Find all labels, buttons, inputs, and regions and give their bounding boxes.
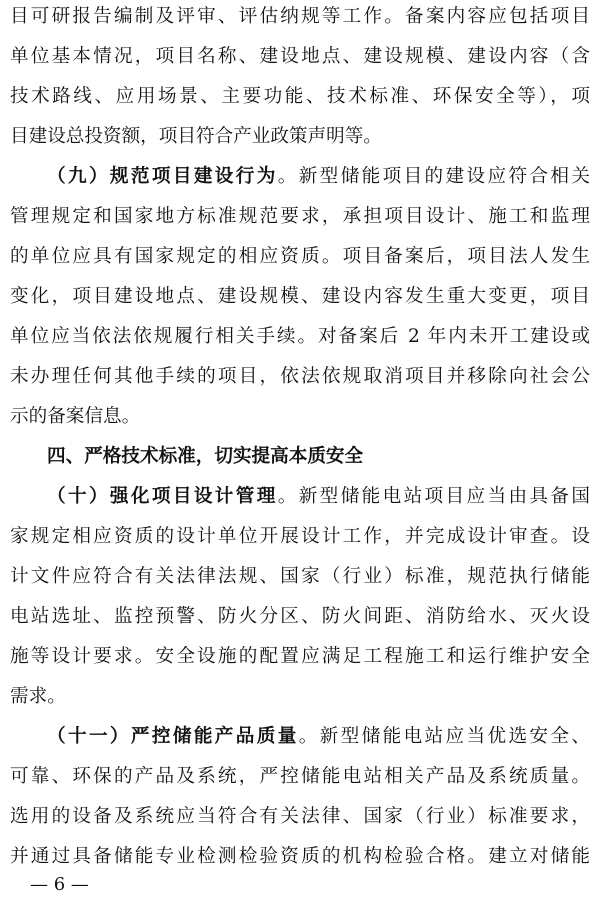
paragraph-line: 施等设计要求。安全设施的配置应满足工程施工和运行维护安全	[10, 646, 590, 667]
paragraph-line: 技术路线、应用场景、主要功能、技术标准、环保安全等），项	[10, 86, 590, 107]
paragraph-line: 可靠、环保的产品及系统，严控储能电站相关产品及系统质量。	[10, 766, 590, 787]
item-11-first-line	[47, 722, 590, 752]
paragraph-line: 目建设总投资额，项目符合产业政策声明等。	[10, 126, 382, 147]
paragraph-line: 示的备案信息。	[10, 406, 141, 427]
paragraph-line: 并通过具备储能专业检测检验资质的机构检验合格。建立对储能	[10, 846, 590, 867]
item-9-first-line-text: 。新型储能项目的建设应符合相关	[277, 166, 590, 187]
paragraph-line: 管理规定和国家地方标准规范要求，承担项目设计、施工和监理	[10, 206, 590, 227]
paragraph-line: 单位应当依法依规履行相关手续。对备案后 2 年内未开工建设或	[10, 326, 590, 347]
section-heading: 四、严格技术标准，切实提高本质安全	[47, 446, 364, 467]
paragraph-line: 未办理任何其他手续的项目，依法依规取消项目并移除向社会公	[10, 366, 590, 387]
paragraph-line: 电站选址、监控预警、防火分区、防火间距、消防给水、灭火设	[10, 606, 590, 627]
item-9-first-line	[47, 162, 590, 192]
item-11-lead: （十一）严控储能产品质量	[47, 726, 299, 747]
item-10-first-line	[47, 482, 590, 512]
paragraph-line: 目可研报告编制及评审、评估纳规等工作。备案内容应包括项目	[10, 6, 590, 27]
item-10-lead: （十）强化项目设计管理	[47, 486, 278, 507]
paragraph-line: 计文件应符合有关法律法规、国家（行业）标准，规范执行储能	[10, 566, 590, 587]
paragraph-line: 需求。	[10, 686, 66, 707]
item-9-lead: （九）规范项目建设行为	[47, 166, 278, 187]
paragraph-line: 家规定相应资质的设计单位开展设计工作，并完成设计审查。设	[10, 526, 590, 547]
item-11-first-line-text: 。新型储能电站应当优选安全、	[298, 726, 590, 747]
paragraph-line: 变化，项目建设地点、建设规模、建设内容发生重大变更，项目	[10, 286, 590, 307]
paragraph-line: 的单位应具有国家规定的相应资质。项目备案后，项目法人发生	[10, 246, 590, 267]
paragraph-line: 选用的设备及系统应当符合有关法律、国家（行业）标准要求，	[10, 806, 590, 827]
page-number: — 6 —	[30, 874, 89, 895]
item-10-first-line-text: 。新型储能电站项目应当由具备国	[277, 486, 590, 507]
paragraph-line: 单位基本情况，项目名称、建设地点、建设规模、建设内容（含	[10, 46, 590, 67]
